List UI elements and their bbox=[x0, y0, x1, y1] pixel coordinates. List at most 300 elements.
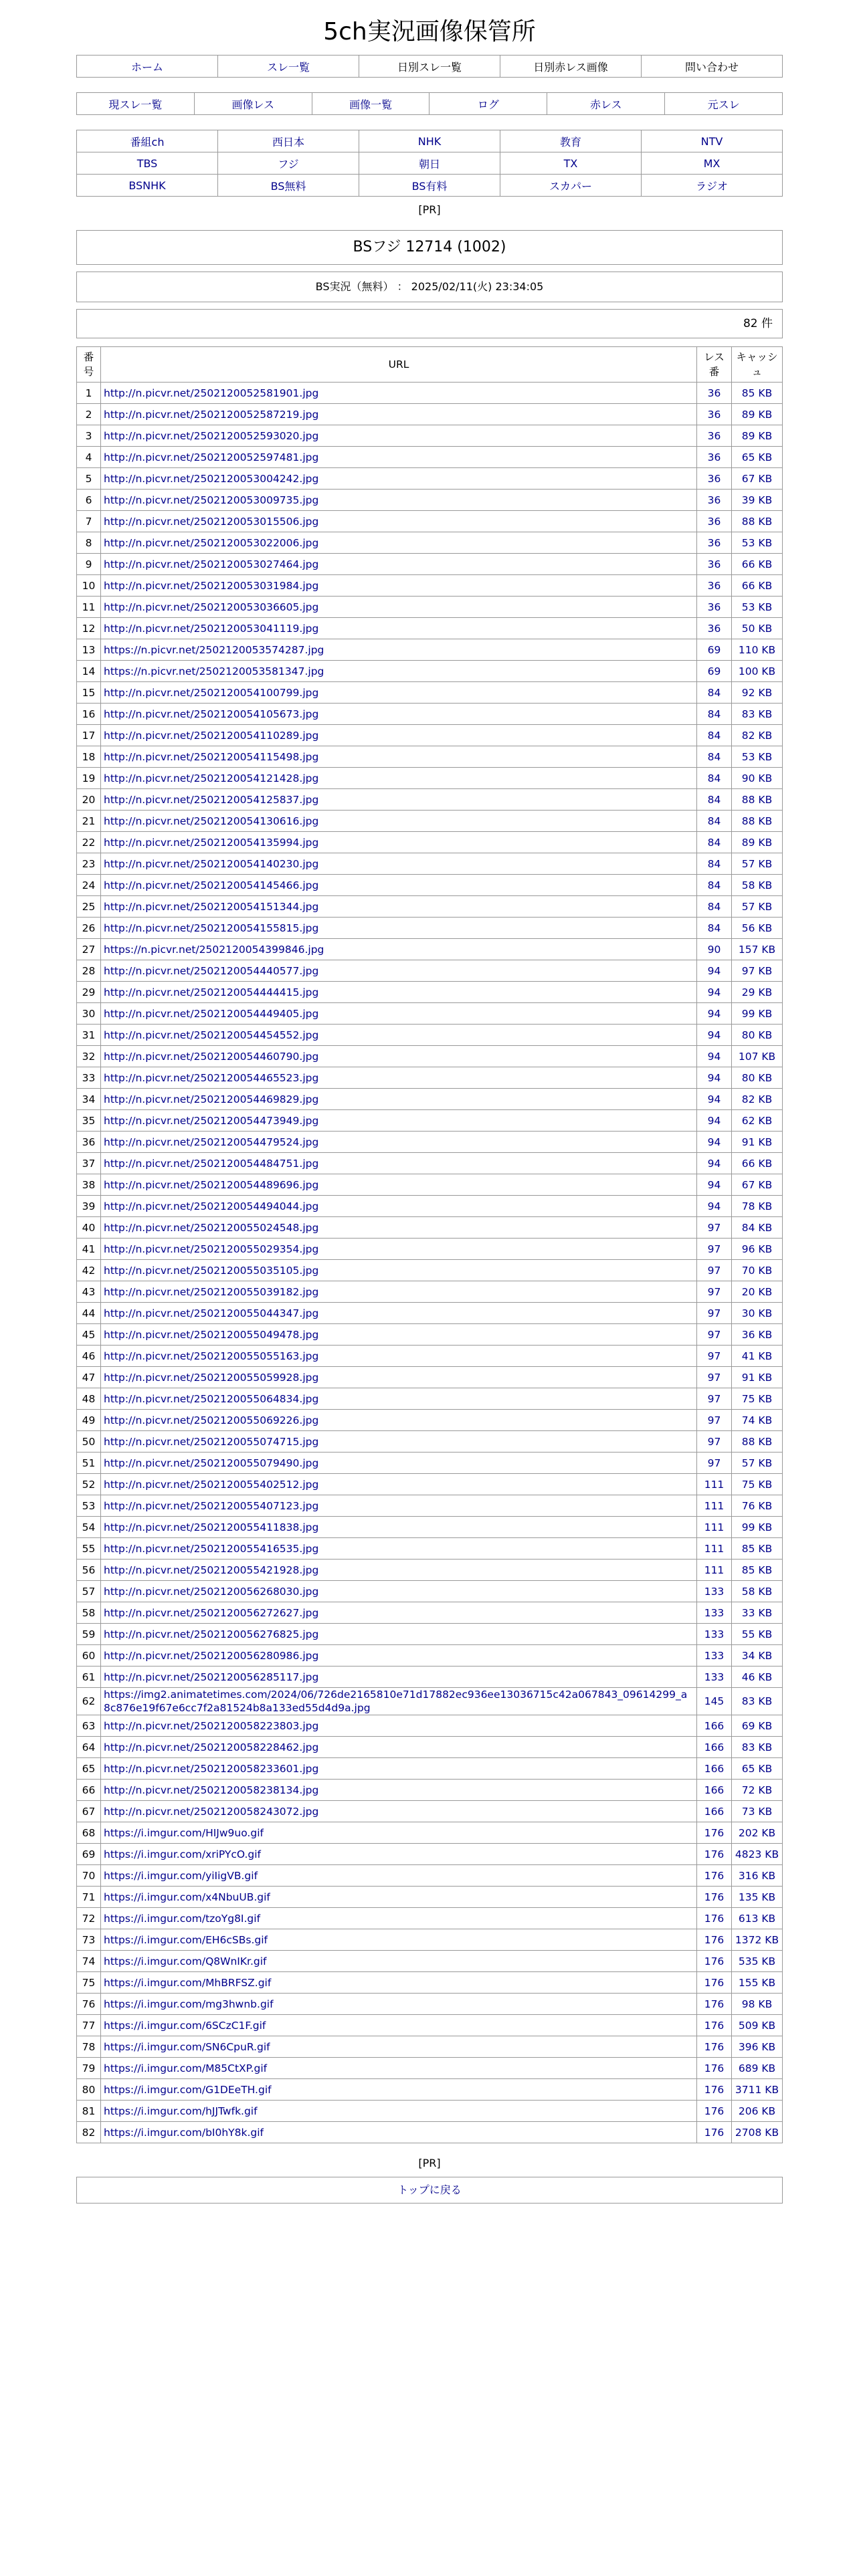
channel-0-0-link[interactable]: 番組ch bbox=[130, 135, 165, 148]
cache-size-link[interactable]: 396 KB bbox=[738, 2040, 776, 2053]
res-number-link[interactable]: 176 bbox=[704, 2083, 725, 2096]
image-url-link[interactable]: http://n.picvr.net/2502120055049478.jpg bbox=[104, 1328, 319, 1341]
res-number-link[interactable]: 36 bbox=[707, 558, 721, 570]
res-number-link[interactable]: 36 bbox=[707, 472, 721, 485]
image-url-link[interactable]: http://n.picvr.net/2502120053015506.jpg bbox=[104, 515, 319, 528]
image-url-link[interactable]: http://n.picvr.net/2502120056272627.jpg bbox=[104, 1606, 319, 1619]
table-row bbox=[77, 982, 783, 1003]
cache-size-link[interactable]: 66 KB bbox=[741, 1157, 773, 1170]
image-url-link[interactable]: http://n.picvr.net/2502120054121428.jpg bbox=[104, 772, 319, 784]
channel-1-2-link[interactable]: 朝日 bbox=[418, 157, 440, 171]
image-url-link[interactable]: http://n.picvr.net/2502120058223803.jpg bbox=[104, 1719, 319, 1732]
image-url-link[interactable]: https://i.imgur.com/HIJw9uo.gif bbox=[104, 1826, 264, 1839]
cache-size-link[interactable]: 75 KB bbox=[741, 1478, 773, 1491]
cache-size-link[interactable]: 89 KB bbox=[741, 836, 773, 849]
res-number-link[interactable]: 36 bbox=[707, 429, 721, 442]
res-number-link[interactable]: 166 bbox=[704, 1762, 725, 1775]
res-number-link[interactable]: 84 bbox=[707, 857, 721, 870]
image-url-link[interactable]: http://n.picvr.net/2502120052593020.jpg bbox=[104, 429, 319, 442]
image-url-link[interactable]: http://n.picvr.net/250212005258190​1.jpg bbox=[104, 387, 319, 399]
image-url-link[interactable]: http://n.picvr.net/2502120053009735.jpg bbox=[104, 494, 319, 506]
thread-nav-item-0-cell bbox=[77, 93, 195, 115]
res-number-link[interactable]: 69 bbox=[707, 643, 721, 656]
res-number-link[interactable]: 84 bbox=[707, 729, 721, 742]
thread-nav-item-5-link[interactable]: 元スレ bbox=[707, 98, 740, 111]
thread-nav-item-4-link[interactable]: 赤レス bbox=[589, 98, 622, 111]
cache-size-link[interactable]: 58 KB bbox=[741, 879, 773, 891]
res-number-link[interactable]: 97 bbox=[707, 1371, 721, 1384]
cache-size-link[interactable]: 88 KB bbox=[741, 515, 773, 528]
cache-size-link[interactable]: 70 KB bbox=[741, 1264, 773, 1277]
cache-size-link[interactable]: 1372 KB bbox=[735, 1933, 779, 1946]
cache-size-link[interactable]: 80 KB bbox=[741, 1029, 773, 1041]
image-url-link[interactable]: http://n.picvr.net/2502120055074715.jpg bbox=[104, 1435, 319, 1448]
image-url-link[interactable]: https://n.picvr.net/2502120053574287.jpg bbox=[104, 643, 324, 656]
channel-1-4-link[interactable]: MX bbox=[703, 156, 721, 170]
image-url-link[interactable]: http://n.picvr.net/2502120054145466.jpg bbox=[104, 879, 319, 891]
image-url-link[interactable]: http://n.picvr.net/2502120055039182.jpg bbox=[104, 1285, 319, 1298]
cache-size-link[interactable]: 206 KB bbox=[738, 2105, 776, 2117]
channel-1-3-link[interactable]: TX bbox=[563, 156, 578, 170]
res-number-link[interactable]: 166 bbox=[704, 1805, 725, 1818]
image-url-link[interactable]: http://n.picvr.net/2502120055044347.jpg bbox=[104, 1307, 319, 1319]
image-url-link[interactable]: http://n.picvr.net/2502120058228462.jpg bbox=[104, 1741, 319, 1753]
image-url-link[interactable]: http://n.picvr.net/2502120058243072.jpg bbox=[104, 1805, 319, 1818]
image-url-link[interactable]: http://n.picvr.net/2502120055024548.jpg bbox=[104, 1221, 319, 1234]
res-number-link[interactable]: 97 bbox=[707, 1414, 721, 1426]
res-number-link[interactable]: 90 bbox=[707, 943, 721, 956]
image-url-link[interactable]: http://n.picvr.net/2502120056285117.jpg bbox=[104, 1671, 319, 1683]
image-url-link[interactable]: http://n.picvr.net/2502120056268030.jpg bbox=[104, 1585, 319, 1598]
channel-2-4-cell bbox=[642, 175, 783, 197]
res-number-link[interactable]: 176 bbox=[704, 1998, 725, 2010]
cache-size-link[interactable]: 88 KB bbox=[741, 1435, 773, 1448]
table-row bbox=[77, 746, 783, 768]
image-url-link[interactable]: http://n.picvr.net/2502120054125837.jpg bbox=[104, 793, 319, 806]
image-url-link[interactable]: http://n.picvr.net/2502120053031984.jpg bbox=[104, 579, 319, 592]
image-url-link[interactable]: http://n.picvr.net/2502120055059928.jpg bbox=[104, 1371, 319, 1384]
cache-size-link[interactable]: 67 KB bbox=[741, 1178, 773, 1191]
image-url-link[interactable]: http://n.picvr.net/2502120054130616.jpg bbox=[104, 815, 319, 827]
image-url-link[interactable]: https://i.imgur.com/EH6cSBs.gif bbox=[104, 1933, 268, 1946]
cache-size-link[interactable]: 613 KB bbox=[738, 1912, 776, 1925]
cache-size-link[interactable]: 85 KB bbox=[741, 1542, 773, 1555]
res-number-link[interactable]: 94 bbox=[707, 1071, 721, 1084]
image-url-link[interactable]: http://n.picvr.net/2502120056280986.jpg bbox=[104, 1649, 319, 1662]
cache-size-link[interactable]: 74 KB bbox=[741, 1414, 773, 1426]
channel-2-1-link[interactable]: BS無料 bbox=[270, 179, 306, 193]
image-url-link[interactable]: http://n.picvr.net/2502120054484751.jpg bbox=[104, 1157, 319, 1170]
cache-size-link[interactable]: 110 KB bbox=[738, 643, 776, 656]
res-number-link[interactable]: 176 bbox=[704, 2019, 725, 2032]
res-number-link[interactable]: 84 bbox=[707, 793, 721, 806]
image-url-link[interactable]: http://n.picvr.net/2502120054440577.jpg bbox=[104, 964, 319, 977]
res-number-link[interactable]: 36 bbox=[707, 408, 721, 421]
cache-size-cell bbox=[732, 1715, 783, 1737]
cache-size-link[interactable]: 57 KB bbox=[741, 1457, 773, 1469]
thread-nav-item-1-link[interactable]: 画像レス bbox=[231, 98, 274, 111]
res-number-cell bbox=[697, 1517, 732, 1538]
res-number-link[interactable]: 166 bbox=[704, 1719, 725, 1732]
image-url-link[interactable]: https://img2.animatetimes.com/2024/06/726de2165810e71d17882ec936ee13036715c42a067843_09614299_a8c876e19f67e6cc7f2a81524b8a133ed55d4d9a.jpg bbox=[104, 1689, 688, 1714]
res-number-link[interactable]: 166 bbox=[704, 1784, 725, 1796]
image-url-link[interactable]: https://n.picvr.net/2502120054399846.jpg bbox=[104, 943, 324, 956]
cache-size-cell bbox=[732, 1737, 783, 1758]
image-url-link[interactable]: https://i.imgur.com/6SCzC1F.gif bbox=[104, 2019, 266, 2032]
channel-1-1-link[interactable]: フジ bbox=[278, 157, 299, 171]
res-number-link[interactable]: 94 bbox=[707, 1178, 721, 1191]
cache-size-link[interactable]: 316 KB bbox=[738, 1869, 776, 1882]
res-number-link[interactable]: 176 bbox=[704, 1848, 725, 1860]
cache-size-link[interactable]: 73 KB bbox=[741, 1805, 773, 1818]
cache-size-link[interactable]: 107 KB bbox=[738, 1050, 776, 1063]
cache-size-link[interactable]: 65 KB bbox=[741, 451, 773, 463]
channel-2-2-link[interactable]: BS有料 bbox=[411, 179, 448, 193]
res-number-link[interactable]: 84 bbox=[707, 922, 721, 934]
res-number-link[interactable]: 97 bbox=[707, 1457, 721, 1469]
res-number-link[interactable]: 111 bbox=[704, 1478, 725, 1491]
image-url-link[interactable]: http://n.picvr.net/2502120053022006.jpg bbox=[104, 536, 319, 549]
cache-size-link[interactable]: 84 KB bbox=[741, 1221, 773, 1234]
cache-size-link[interactable]: 33 KB bbox=[741, 1606, 773, 1619]
res-number-link[interactable]: 176 bbox=[704, 1826, 725, 1839]
res-number-link[interactable]: 176 bbox=[704, 1933, 725, 1946]
image-url-cell bbox=[101, 1865, 697, 1887]
image-url-link[interactable]: http://n.picvr.net/2502120054460790.jpg bbox=[104, 1050, 319, 1063]
table-row bbox=[77, 789, 783, 811]
cache-size-link[interactable]: 535 KB bbox=[738, 1955, 776, 1967]
cache-size-link[interactable]: 3711 KB bbox=[735, 2083, 779, 2096]
res-number-link[interactable]: 84 bbox=[707, 708, 721, 720]
cache-size-link[interactable]: 89 KB bbox=[741, 429, 773, 442]
res-number-link[interactable]: 97 bbox=[707, 1285, 721, 1298]
image-url-link[interactable]: http://n.picvr.net/2502120058233601.jpg bbox=[104, 1762, 319, 1775]
row-number: 29 bbox=[77, 982, 101, 1003]
cache-size-link[interactable]: 85 KB bbox=[741, 387, 773, 399]
image-url-link[interactable]: http://n.picvr.net/2502120055029354.jpg bbox=[104, 1243, 319, 1255]
cache-size-link[interactable]: 30 KB bbox=[741, 1307, 773, 1319]
image-url-link[interactable]: https://i.imgur.com/Q8WnIKr.gif bbox=[104, 1955, 267, 1967]
res-number-link[interactable]: 94 bbox=[707, 1093, 721, 1105]
cache-size-link[interactable]: 90 KB bbox=[741, 772, 773, 784]
channel-0-3-link[interactable]: 教育 bbox=[559, 135, 581, 148]
res-number-link[interactable]: 97 bbox=[707, 1392, 721, 1405]
table-row bbox=[77, 1067, 783, 1089]
res-number-link[interactable]: 111 bbox=[704, 1564, 725, 1576]
res-number-link[interactable]: 94 bbox=[707, 1200, 721, 1212]
cache-size-link[interactable]: 78 KB bbox=[741, 1200, 773, 1212]
image-url-link[interactable]: https://n.picvr.net/2502120053581347.jpg bbox=[104, 665, 324, 677]
res-number-link[interactable]: 166 bbox=[704, 1741, 725, 1753]
cache-size-link[interactable]: 83 KB bbox=[741, 1695, 773, 1707]
cache-size-link[interactable]: 85 KB bbox=[741, 1564, 773, 1576]
main-nav-item-0-link[interactable]: ホーム bbox=[130, 60, 163, 74]
image-url-link[interactable]: https://i.imgur.com/MhBRFSZ.gif bbox=[104, 1976, 272, 1989]
image-url-link[interactable]: http://n.picvr.net/2502120055416535.jpg bbox=[104, 1542, 319, 1555]
back-to-top-link[interactable]: トップに戻る bbox=[397, 2183, 462, 2196]
cache-size-link[interactable]: 46 KB bbox=[741, 1671, 773, 1683]
main-nav-item-1-cell bbox=[218, 56, 359, 78]
cache-size-link[interactable]: 39 KB bbox=[741, 494, 773, 506]
cache-size-link[interactable]: 98 KB bbox=[741, 1998, 773, 2010]
res-number-link[interactable]: 69 bbox=[707, 665, 721, 677]
cache-size-link[interactable]: 689 KB bbox=[738, 2062, 776, 2074]
image-url-link[interactable]: https://i.imgur.com/x4NbuUB.gif bbox=[104, 1891, 270, 1903]
res-number-link[interactable]: 36 bbox=[707, 622, 721, 635]
res-number-link[interactable]: 97 bbox=[707, 1307, 721, 1319]
cache-size-link[interactable]: 76 KB bbox=[741, 1499, 773, 1512]
image-url-link[interactable]: http://n.picvr.net/2502120054454552.jpg bbox=[104, 1029, 319, 1041]
res-number-link[interactable]: 111 bbox=[704, 1542, 725, 1555]
image-url-link[interactable]: http://n.picvr.net/2502120055035105.jpg bbox=[104, 1264, 319, 1277]
cache-size-link[interactable]: 80 KB bbox=[741, 1071, 773, 1084]
image-url-link[interactable]: https://i.imgur.com/G1DEeTH.gif bbox=[104, 2083, 272, 2096]
cache-size-link[interactable]: 55 KB bbox=[741, 1628, 773, 1640]
image-url-link[interactable]: http://n.picvr.net/2502120054489696.jpg bbox=[104, 1178, 319, 1191]
res-number-link[interactable]: 84 bbox=[707, 836, 721, 849]
cache-size-link[interactable]: 91 KB bbox=[741, 1136, 773, 1148]
res-number-link[interactable]: 97 bbox=[707, 1243, 721, 1255]
cache-size-cell bbox=[732, 682, 783, 704]
image-url-cell bbox=[101, 2122, 697, 2143]
image-url-link[interactable]: http://n.picvr.net/2502120054135994.jpg bbox=[104, 836, 319, 849]
cache-size-link[interactable]: 157 KB bbox=[738, 943, 776, 956]
res-number-link[interactable]: 133 bbox=[704, 1585, 725, 1598]
res-number-link[interactable]: 84 bbox=[707, 900, 721, 913]
cache-size-link[interactable]: 53 KB bbox=[741, 536, 773, 549]
image-url-link[interactable]: http://n.picvr.net/2502120055411838.jpg bbox=[104, 1521, 319, 1533]
res-number-link[interactable]: 94 bbox=[707, 1050, 721, 1063]
image-url-cell bbox=[101, 1495, 697, 1517]
main-nav-item-3[interactable]: 日別赤レス画像 bbox=[500, 56, 642, 78]
image-url-link[interactable]: http://n.picvr.net/2502120055055163.jpg bbox=[104, 1350, 319, 1362]
cache-size-link[interactable]: 62 KB bbox=[741, 1114, 773, 1127]
image-url-link[interactable]: https://i.imgur.com/mg3hwnb.gif bbox=[104, 1998, 274, 2010]
thread-nav-item-3-link[interactable]: ログ bbox=[477, 98, 499, 111]
cache-size-link[interactable]: 58 KB bbox=[741, 1585, 773, 1598]
main-nav-item-1-link[interactable]: スレ一覧 bbox=[266, 60, 310, 74]
res-number-cell bbox=[697, 1089, 732, 1110]
res-number-link[interactable]: 97 bbox=[707, 1435, 721, 1448]
row-number: 17 bbox=[77, 725, 101, 746]
cache-size-cell bbox=[732, 1367, 783, 1388]
res-number-link[interactable]: 111 bbox=[704, 1521, 725, 1533]
res-number-link[interactable]: 84 bbox=[707, 772, 721, 784]
cache-size-link[interactable]: 92 KB bbox=[741, 686, 773, 699]
cache-size-link[interactable]: 509 KB bbox=[738, 2019, 776, 2032]
res-number-link[interactable]: 36 bbox=[707, 387, 721, 399]
cache-size-link[interactable]: 75 KB bbox=[741, 1392, 773, 1405]
channel-1-0-link[interactable]: TBS bbox=[136, 156, 158, 170]
image-url-link[interactable]: http://n.picvr.net/2502120053027464.jpg bbox=[104, 558, 319, 570]
res-number-link[interactable]: 176 bbox=[704, 2126, 725, 2139]
res-number-link[interactable]: 97 bbox=[707, 1328, 721, 1341]
channel-0-2-link[interactable]: NHK bbox=[417, 134, 442, 148]
res-number-link[interactable]: 84 bbox=[707, 879, 721, 891]
cache-size-link[interactable]: 66 KB bbox=[741, 558, 773, 570]
res-number-link[interactable]: 36 bbox=[707, 515, 721, 528]
res-number-link[interactable]: 176 bbox=[704, 1976, 725, 1989]
row-number: 33 bbox=[77, 1067, 101, 1089]
cache-size-link[interactable]: 34 KB bbox=[741, 1649, 773, 1662]
cache-size-link[interactable]: 69 KB bbox=[741, 1719, 773, 1732]
main-nav-item-2[interactable]: 日別スレ一覧 bbox=[359, 56, 500, 78]
res-number-link[interactable]: 176 bbox=[704, 1891, 725, 1903]
image-url-link[interactable]: http://n.picvr.net/2502120054155815.jpg bbox=[104, 922, 319, 934]
cache-size-link[interactable]: 83 KB bbox=[741, 708, 773, 720]
cache-size-link[interactable]: 202 KB bbox=[738, 1826, 776, 1839]
row-number: 49 bbox=[77, 1410, 101, 1431]
cache-size-link[interactable]: 83 KB bbox=[741, 1741, 773, 1753]
res-number-link[interactable]: 97 bbox=[707, 1350, 721, 1362]
cache-size-link[interactable]: 99 KB bbox=[741, 1007, 773, 1020]
image-url-link[interactable]: http://n.picvr.net/2502120056276825.jpg bbox=[104, 1628, 319, 1640]
res-number-link[interactable]: 176 bbox=[704, 1869, 725, 1882]
cache-size-link[interactable]: 82 KB bbox=[741, 1093, 773, 1105]
channel-2-4-link[interactable]: ラジオ bbox=[695, 179, 728, 193]
channel-0-1-link[interactable]: 西日本 bbox=[272, 135, 304, 148]
res-number-link[interactable]: 94 bbox=[707, 986, 721, 998]
image-url-link[interactable]: https://i.imgur.com/bI0hY8k.gif bbox=[104, 2126, 264, 2139]
cache-size-link[interactable]: 97 KB bbox=[741, 964, 773, 977]
cache-size-link[interactable]: 53 KB bbox=[741, 750, 773, 763]
image-url-link[interactable]: https://i.imgur.com/M85CtXP.gif bbox=[104, 2062, 268, 2074]
image-url-link[interactable]: https://i.imgur.com/SN6CpuR.gif bbox=[104, 2040, 270, 2053]
image-url-link[interactable]: http://n.picvr.net/2502120054105673.jpg bbox=[104, 708, 319, 720]
cache-size-link[interactable]: 36 KB bbox=[741, 1328, 773, 1341]
image-url-link[interactable]: http://n.picvr.net/2502120054444415.jpg bbox=[104, 986, 319, 998]
image-url-link[interactable]: http://n.picvr.net/2502120054140230.jpg bbox=[104, 857, 319, 870]
channel-1-3-cell bbox=[500, 152, 642, 175]
image-url-link[interactable]: http://n.picvr.net/2502120053041119.jpg bbox=[104, 622, 319, 635]
res-number-link[interactable]: 94 bbox=[707, 1136, 721, 1148]
res-number-link[interactable]: 94 bbox=[707, 1007, 721, 1020]
res-number-link[interactable]: 176 bbox=[704, 2062, 725, 2074]
image-url-link[interactable]: https://i.imgur.com/hJJTwfk.gif bbox=[104, 2105, 258, 2117]
image-url-link[interactable]: http://n.picvr.net/2502120053004242.jpg bbox=[104, 472, 319, 485]
image-url-link[interactable]: http://n.picvr.net/2502120054100799.jpg bbox=[104, 686, 319, 699]
res-number-link[interactable]: 36 bbox=[707, 494, 721, 506]
thread-nav-item-0-link[interactable]: 現スレ一覧 bbox=[108, 98, 163, 111]
image-url-link[interactable]: http://n.picvr.net/2502120052587219.jpg bbox=[104, 408, 319, 421]
image-url-cell bbox=[101, 1822, 697, 1844]
cache-size-cell bbox=[732, 618, 783, 639]
channel-2-0-link[interactable]: BSNHK bbox=[128, 179, 166, 192]
image-url-link[interactable]: https://i.imgur.com/xriPYcO.gif bbox=[104, 1848, 262, 1860]
cache-size-link[interactable]: 72 KB bbox=[741, 1784, 773, 1796]
res-number-link[interactable]: 84 bbox=[707, 815, 721, 827]
cache-size-link[interactable]: 53 KB bbox=[741, 601, 773, 613]
image-url-link[interactable]: http://n.picvr.net/2502120054110289.jpg bbox=[104, 729, 319, 742]
res-number-link[interactable]: 36 bbox=[707, 536, 721, 549]
channel-2-3-link[interactable]: スカパー bbox=[549, 179, 592, 193]
cache-size-link[interactable]: 65 KB bbox=[741, 1762, 773, 1775]
image-url-link[interactable]: http://n.picvr.net/2502120054494044.jpg bbox=[104, 1200, 319, 1212]
image-url-link[interactable]: http://n.picvr.net/2502120055064834.jpg bbox=[104, 1392, 319, 1405]
image-url-link[interactable]: http://n.picvr.net/2502120054479524.jpg bbox=[104, 1136, 319, 1148]
res-number-link[interactable]: 133 bbox=[704, 1628, 725, 1640]
row-number: 36 bbox=[77, 1132, 101, 1153]
res-number-link[interactable]: 133 bbox=[704, 1649, 725, 1662]
cache-size-cell bbox=[732, 1067, 783, 1089]
res-number-link[interactable]: 84 bbox=[707, 750, 721, 763]
main-nav-item-4[interactable]: 問い合わせ bbox=[642, 56, 783, 78]
image-url-link[interactable]: http://n.picvr.net/2502120054151344.jpg bbox=[104, 900, 319, 913]
cache-size-link[interactable]: 29 KB bbox=[741, 986, 773, 998]
cache-size-link[interactable]: 20 KB bbox=[741, 1285, 773, 1298]
res-number-link[interactable]: 94 bbox=[707, 964, 721, 977]
image-url-link[interactable]: https://i.imgur.com/tzoYg8I.gif bbox=[104, 1912, 261, 1925]
image-url-link[interactable]: http://n.picvr.net/2502120055421928.jpg bbox=[104, 1564, 319, 1576]
image-url-link[interactable]: http://n.picvr.net/2502120055407123.jpg bbox=[104, 1499, 319, 1512]
channel-0-4-link[interactable]: NTV bbox=[700, 134, 723, 148]
res-number-link[interactable]: 97 bbox=[707, 1264, 721, 1277]
cache-size-link[interactable]: 89 KB bbox=[741, 408, 773, 421]
cache-size-link[interactable]: 82 KB bbox=[741, 729, 773, 742]
res-number-link[interactable]: 176 bbox=[704, 1955, 725, 1967]
cache-size-link[interactable]: 67 KB bbox=[741, 472, 773, 485]
res-number-link[interactable]: 176 bbox=[704, 2105, 725, 2117]
cache-size-link[interactable]: 99 KB bbox=[741, 1521, 773, 1533]
cache-size-link[interactable]: 100 KB bbox=[738, 665, 776, 677]
cache-size-link[interactable]: 57 KB bbox=[741, 857, 773, 870]
cache-size-link[interactable]: 135 KB bbox=[738, 1891, 776, 1903]
res-number-link[interactable]: 94 bbox=[707, 1157, 721, 1170]
image-url-link[interactable]: http://n.picvr.net/2502120055402512.jpg bbox=[104, 1478, 319, 1491]
cache-size-link[interactable]: 66 KB bbox=[741, 579, 773, 592]
res-number-link[interactable]: 84 bbox=[707, 686, 721, 699]
cache-size-link[interactable]: 56 KB bbox=[741, 922, 773, 934]
cache-size-link[interactable]: 155 KB bbox=[738, 1976, 776, 1989]
res-number-cell bbox=[697, 1453, 732, 1474]
res-number-link[interactable]: 176 bbox=[704, 1912, 725, 1925]
image-url-link[interactable]: http://n.picvr.net/2502120054465523.jpg bbox=[104, 1071, 319, 1084]
res-number-link[interactable]: 111 bbox=[704, 1499, 725, 1512]
res-number-link[interactable]: 176 bbox=[704, 2040, 725, 2053]
image-url-link[interactable]: http://n.picvr.net/2502120054469829.jpg bbox=[104, 1093, 319, 1105]
image-url-link[interactable]: http://n.picvr.net/2502120054115498.jpg bbox=[104, 750, 319, 763]
image-url-link[interactable]: http://n.picvr.net/2502120055079490.jpg bbox=[104, 1457, 319, 1469]
cache-size-link[interactable]: 50 KB bbox=[741, 622, 773, 635]
image-url-link[interactable]: http://n.picvr.net/2502120052597481.jpg bbox=[104, 451, 319, 463]
image-url-link[interactable]: http://n.picvr.net/2502120058238134.jpg bbox=[104, 1784, 319, 1796]
image-url-link[interactable]: https://i.imgur.com/yiIigVB.gif bbox=[104, 1869, 258, 1882]
image-url-link[interactable]: http://n.picvr.net/2502120053036605.jpg bbox=[104, 601, 319, 613]
res-number-link[interactable]: 145 bbox=[704, 1695, 725, 1707]
cache-size-link[interactable]: 88 KB bbox=[741, 815, 773, 827]
res-number-link[interactable]: 97 bbox=[707, 1221, 721, 1234]
res-number-link[interactable]: 94 bbox=[707, 1029, 721, 1041]
res-number-link[interactable]: 133 bbox=[704, 1671, 725, 1683]
cache-size-link[interactable]: 4823 KB bbox=[735, 1848, 779, 1860]
res-number-link[interactable]: 133 bbox=[704, 1606, 725, 1619]
table-row bbox=[77, 1737, 783, 1758]
cache-size-link[interactable]: 57 KB bbox=[741, 900, 773, 913]
thread-nav-item-2-link[interactable]: 画像一覧 bbox=[349, 98, 393, 111]
cache-size-link[interactable]: 2708 KB bbox=[735, 2126, 779, 2139]
res-number-link[interactable]: 36 bbox=[707, 451, 721, 463]
res-number-link[interactable]: 94 bbox=[707, 1114, 721, 1127]
res-number-link[interactable]: 36 bbox=[707, 601, 721, 613]
res-number-link[interactable]: 36 bbox=[707, 579, 721, 592]
cache-size-link[interactable]: 96 KB bbox=[741, 1243, 773, 1255]
image-url-link[interactable]: http://n.picvr.net/2502120055069226.jpg bbox=[104, 1414, 319, 1426]
cache-size-link[interactable]: 91 KB bbox=[741, 1371, 773, 1384]
cache-size-link[interactable]: 88 KB bbox=[741, 793, 773, 806]
image-url-link[interactable]: http://n.picvr.net/2502120054473949.jpg bbox=[104, 1114, 319, 1127]
image-url-link[interactable]: http://n.picvr.net/2502120054449405.jpg bbox=[104, 1007, 319, 1020]
cache-size-link[interactable]: 41 KB bbox=[741, 1350, 773, 1362]
